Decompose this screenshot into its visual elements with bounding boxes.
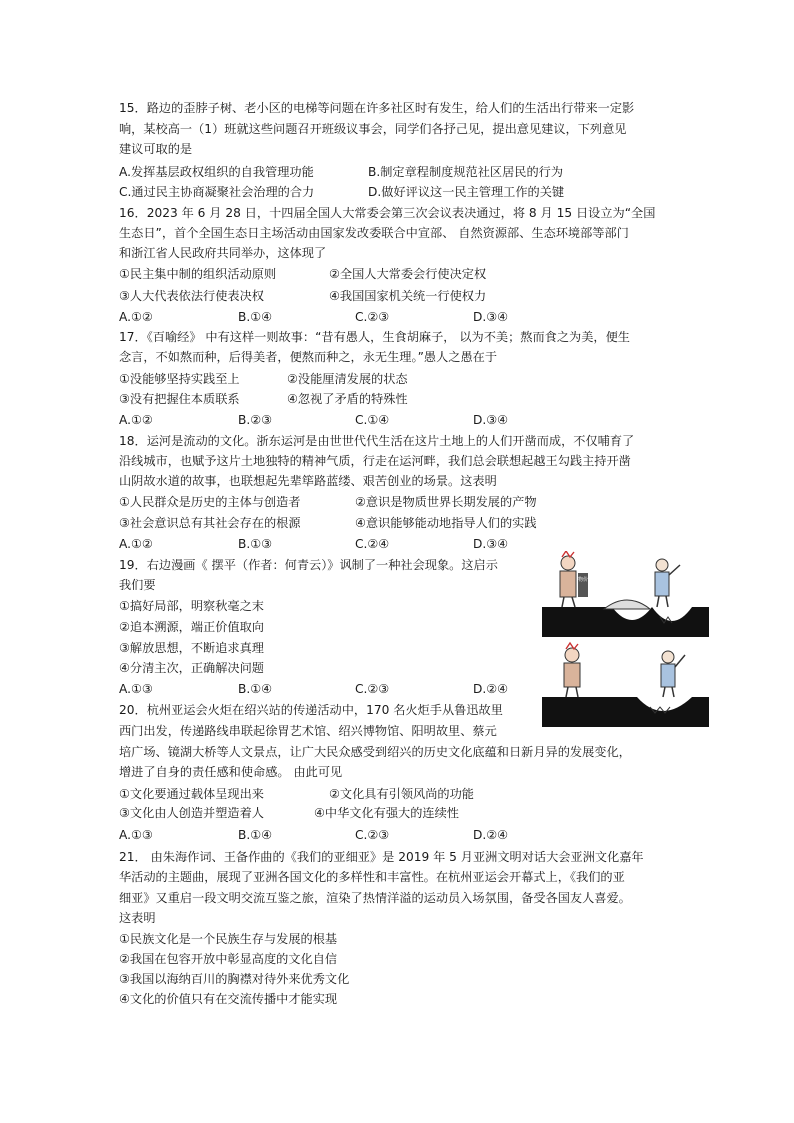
q19-item-1: ①搞好局部，明察秋毫之末 <box>119 599 264 613</box>
q20-item-4: ④中华文化有强大的连续性 <box>314 806 459 820</box>
q16-choice-d[interactable]: D.③④ <box>473 310 509 324</box>
q17-choice-b[interactable]: B.②③ <box>238 413 273 427</box>
q18-choice-d[interactable]: D.③④ <box>473 537 509 551</box>
q18-stem-line-2: 沿线城市，也赋予这片土地独特的精神气质，行走在运河畔，我们总会联想起越王勾践主持开凿 <box>119 454 631 468</box>
q18-choice-b[interactable]: B.①③ <box>238 537 273 551</box>
q20-item-2: ②文化具有引领风尚的功能 <box>329 787 474 801</box>
q16-choice-a[interactable]: A.①② <box>119 310 153 324</box>
q16-stem-line-3: 和浙江省人民政府共同举办，这体现了 <box>119 246 327 260</box>
q20-stem-line-2: 西门出发，传递路线串联起徐胃艺术馆、绍兴博物馆、阳明故里、蔡元 <box>119 724 497 738</box>
q20-stem-line-3: 培广场、镜湖大桥等人文景点，让广大民众感受到绍兴的历史文化底蕴和日新月异的发展变化， <box>119 745 631 759</box>
q18-choice-c[interactable]: C.②④ <box>355 537 390 551</box>
figure-left-head <box>561 556 575 570</box>
q17-choice-c[interactable]: C.①④ <box>355 413 390 427</box>
q20-stem-line-1: 20．杭州亚运会火炬在绍兴站的传递活动中，170 名火炬手从鲁迅故里 <box>119 703 503 717</box>
q19-item-3: ③解放思想，不断追求真理 <box>119 641 264 655</box>
cartoon-bottom-panel <box>542 643 709 727</box>
q21-item-4: ④文化的价值只有在交流传播中才能实现 <box>119 992 338 1006</box>
q21-item-1: ①民族文化是一个民族生存与发展的根基 <box>119 932 338 946</box>
q18-item-4: ④意识能够能动地指导人们的实践 <box>355 516 537 530</box>
q16-item-2: ②全国人大常委会行使决定权 <box>329 267 487 281</box>
q18-item-3: ③社会意识总有其社会存在的根源 <box>119 516 301 530</box>
q16-item-1: ①民主集中制的组织活动原则 <box>119 267 277 281</box>
q19-choice-d[interactable]: D.②④ <box>473 682 509 696</box>
q16-item-4: ④我国国家机关统一行使权力 <box>329 289 487 303</box>
q17-choice-d[interactable]: D.③④ <box>473 413 509 427</box>
figure-right-head-2 <box>662 651 674 663</box>
q20-item-3: ③文化由人创造并塑造着人 <box>119 806 264 820</box>
q17-stem-line-2: 念言，不如熬而种，后得美者，便熬而种之，永无生理。”愚人之愚在于 <box>119 350 498 364</box>
figure-right-body <box>655 572 669 596</box>
q20-choice-a[interactable]: A.①③ <box>119 828 153 842</box>
sign-label: 物价 <box>577 577 589 583</box>
q19-choice-a[interactable]: A.①③ <box>119 682 153 696</box>
q18-stem-line-3: 山阴故水道的故事，也联想起先辈筚路蓝缕、艰苦创业的场景。这表明 <box>119 474 497 488</box>
q19-choice-b[interactable]: B.①④ <box>238 682 273 696</box>
q19-choice-c[interactable]: C.②③ <box>355 682 390 696</box>
q16-choice-c[interactable]: C.②③ <box>355 310 390 324</box>
q15-option-c[interactable]: C.通过民主协商凝聚社会治理的合力 <box>119 185 315 199</box>
q20-choice-b[interactable]: B.①④ <box>238 828 273 842</box>
figure-left-head-2 <box>565 648 579 662</box>
q20-choice-d[interactable]: D.②④ <box>473 828 509 842</box>
q19-item-4: ④分清主次，正确解决问题 <box>119 661 264 675</box>
q16-stem-line-1: 16．2023 年 6 月 28 日，十四届全国人大常委会第三次会议表决通过，将 8 月 15 日设立为“全国 <box>119 206 656 220</box>
figure-right-body-2 <box>661 664 675 687</box>
q18-item-2: ②意识是物质世界长期发展的产物 <box>355 495 537 509</box>
q21-stem-line-1: 21． 由朱海作词、王备作曲的《我们的亚细亚》是 2019 年 5 月亚洲文明对话大会亚洲文化嘉年 <box>119 850 644 864</box>
q19-item-2: ②追本溯源，端正价值取向 <box>119 620 264 634</box>
q16-item-3: ③人大代表依法行使表决权 <box>119 289 264 303</box>
q19-stem-line-1: 19．右边漫画《 摆平（作者：何青云）》讽制了一种社会现象。这启示 <box>119 558 498 572</box>
q17-item-3: ③没有把握住本质联系 <box>119 392 240 406</box>
q15-stem-line-1: 15．路边的歪脖子树、老小区的电梯等问题在许多社区时有发生，给人们的生活出行带来一定影 <box>119 101 635 115</box>
q17-stem-line-1: 17．《百喻经》 中有这样一则故事：“昔有愚人，生食胡麻子， 以为不美；熬而食之为美，便生 <box>119 330 630 344</box>
q21-item-2: ②我国在包容开放中彰显高度的文化自信 <box>119 952 338 966</box>
q15-option-b[interactable]: B.制定章程制度规范社区居民的行为 <box>368 165 564 179</box>
cartoon-top-panel <box>542 551 709 637</box>
figure-right-head <box>656 559 668 571</box>
q15-option-a[interactable]: A.发挥基层政权组织的自我管理功能 <box>119 165 314 179</box>
q20-item-1: ①文化要通过载体呈现出来 <box>119 787 264 801</box>
q20-choice-c[interactable]: C.②③ <box>355 828 390 842</box>
q18-choice-a[interactable]: A.①② <box>119 537 153 551</box>
q21-item-3: ③我国以海纳百川的胸襟对待外来优秀文化 <box>119 972 350 986</box>
q15-stem-line-3: 建议可取的是 <box>119 142 193 156</box>
figure-left-body-2 <box>564 663 580 687</box>
figure-left-body <box>560 571 576 597</box>
q15-option-d[interactable]: D.做好评议这一民主管理工作的关键 <box>368 185 565 199</box>
q18-stem-line-1: 18．运河是流动的文化。浙东运河是由世世代代生活在这片土地上的人们开凿而成，不仅哺育了 <box>119 434 635 448</box>
q17-item-4: ④忽视了矛盾的特殊性 <box>287 392 408 406</box>
q17-choice-a[interactable]: A.①② <box>119 413 153 427</box>
q17-item-1: ①没能够坚持实践至上 <box>119 372 240 386</box>
q21-stem-line-3: 细亚》又重启一段文明交流互鉴之旅，渲染了热情洋溢的运动员入场氛围，备受各国友人喜爱。 <box>119 891 631 905</box>
q15-stem-line-2: 响，某校高一（1）班就这些问题召开班级议事会，同学们各抒己见，提出意见建议，下列意见 <box>119 122 627 136</box>
q21-stem-line-2: 华活动的主题曲，展现了亚洲各国文化的多样性和丰富性。在杭州亚运会开幕式上，《我们的亚 <box>119 870 625 884</box>
q19-stem-line-2: 我们要 <box>119 578 156 592</box>
q20-stem-line-4: 增进了自身的责任感和使命感。 由此可见 <box>119 765 343 779</box>
dirt-pile <box>604 600 650 609</box>
q16-choice-b[interactable]: B.①④ <box>238 310 273 324</box>
q18-item-1: ①人民群众是历史的主体与创造者 <box>119 495 301 509</box>
q16-stem-line-2: 生态日”，首个全国生态日主场活动由国家发改委联合中宣部、 自然资源部、生态环境部等部门 <box>119 226 629 240</box>
q17-item-2: ②没能厘清发展的状态 <box>287 372 408 386</box>
cartoon-illustration <box>542 551 709 727</box>
q21-stem-line-4: 这表明 <box>119 911 156 925</box>
